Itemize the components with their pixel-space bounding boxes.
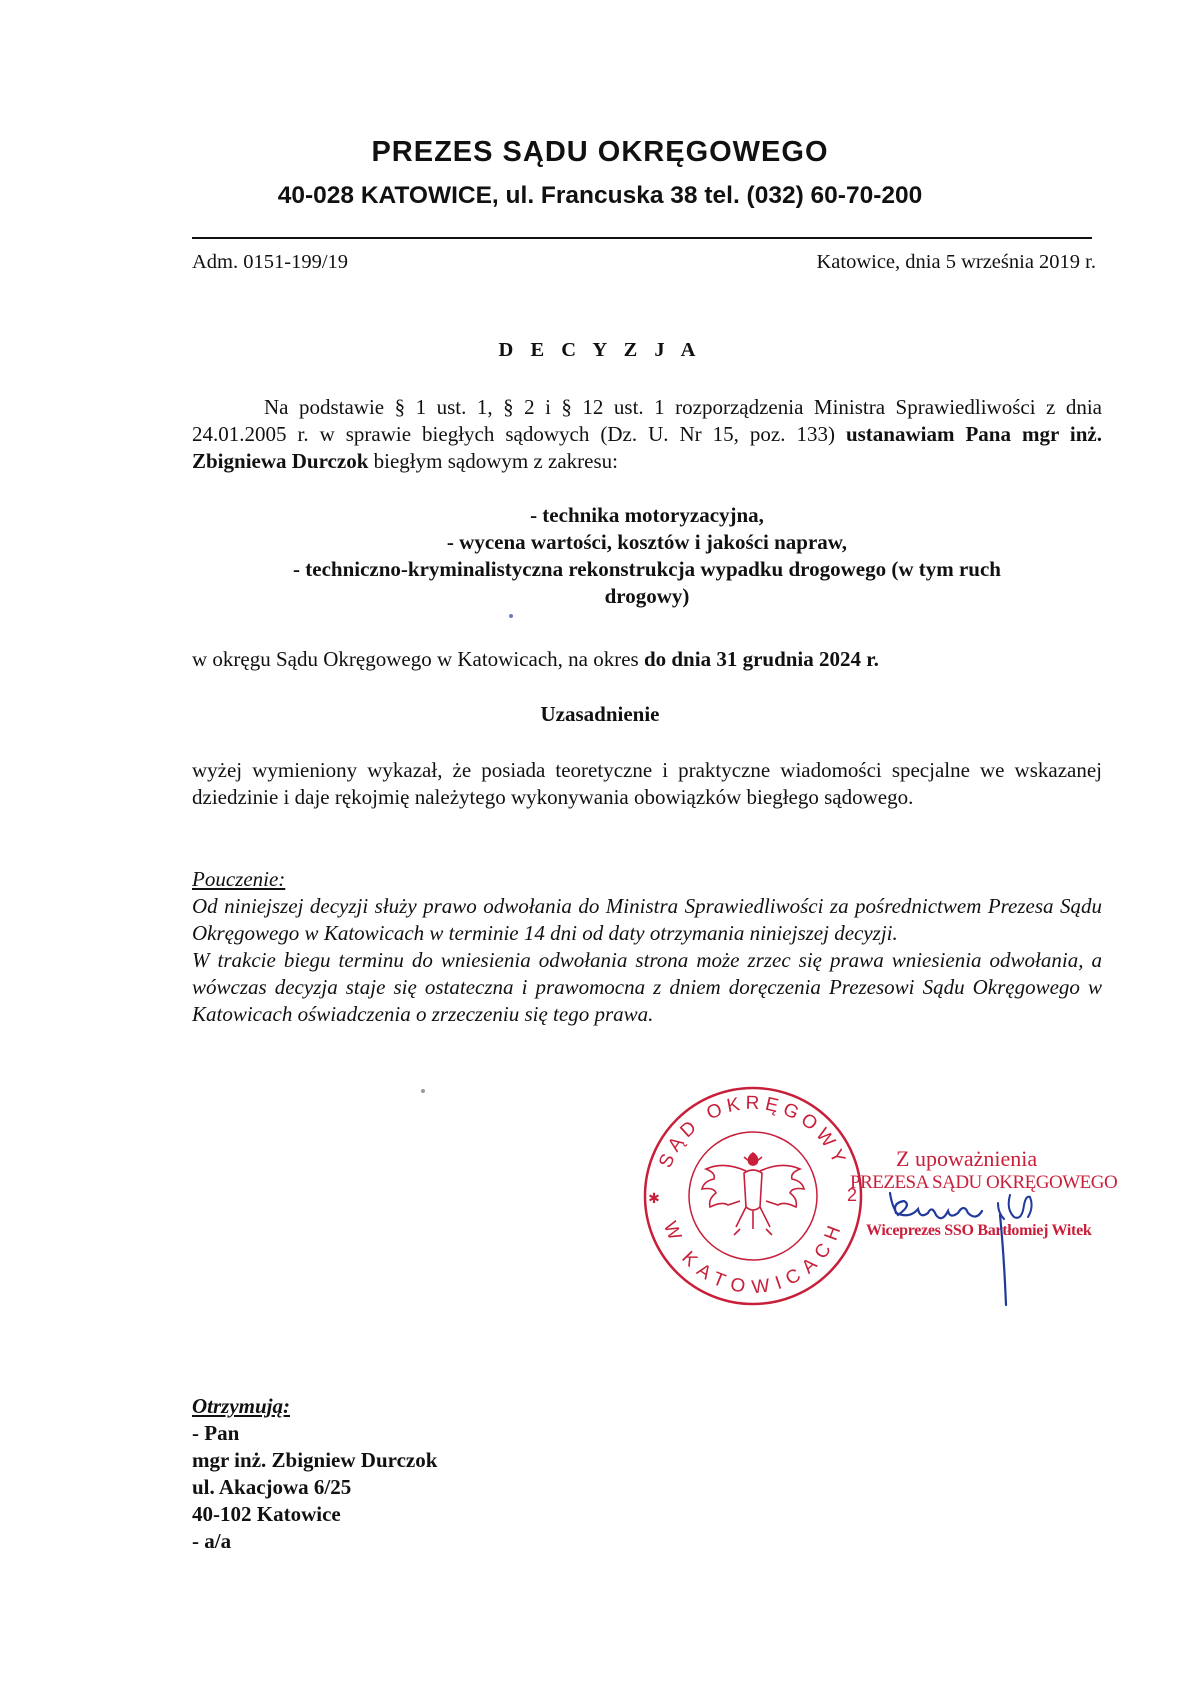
recipient-line: mgr inż. Zbigniew Durczok bbox=[192, 1448, 438, 1472]
scope-list bbox=[192, 502, 1102, 610]
decision-title: D E C Y Z J A bbox=[498, 339, 702, 361]
authorization-line-1: Z upoważnienia bbox=[896, 1146, 1038, 1171]
svg-text:W KATOWICACH bbox=[659, 1219, 847, 1299]
decision-basis-tail: biegłym sądowym z zakresu: bbox=[368, 449, 618, 473]
recipient-line: - Pan bbox=[192, 1421, 240, 1445]
eagle-emblem-icon bbox=[702, 1153, 804, 1235]
place-date: Katowice, dnia 5 września 2019 r. bbox=[816, 251, 1096, 273]
authorization-signatory: Wiceprezes SSO Bartłomiej Witek bbox=[866, 1222, 1092, 1239]
instruction-paragraph-1: Od niniejszej decyzji służy prawo odwołania do Ministra Sprawiedliwości za pośrednictwem Prezesa Sądu Okręgowego w Katowicach w terminie 14 dni od daty otrzymania niniejszej decyzji. bbox=[192, 894, 1102, 945]
recipient-line: ul. Akacjowa 6/25 bbox=[192, 1475, 352, 1499]
instruction-block bbox=[192, 866, 1102, 1028]
scan-speck bbox=[509, 614, 513, 618]
stamp-number: 2 bbox=[846, 1185, 858, 1205]
recipients-heading: Otrzymują: bbox=[192, 1394, 291, 1418]
stamp-text-top: SĄD OKRĘGOWY bbox=[655, 1092, 851, 1172]
recipients-block bbox=[192, 1393, 437, 1555]
decision-basis-text: Na podstawie § 1 ust. 1, § 2 i § 12 ust. 1 rozporządzenia Ministra Sprawiedliwości z dnia 24.01.2005 r. w sprawie biegłych sądowych (Dz. U. Nr 15, poz. 133) bbox=[192, 395, 1102, 446]
scope-item: - techniczno-kryminalistyczna rekonstrukcja wypadku drogowego (w tym ruch drogowy) bbox=[293, 557, 1001, 608]
header-divider bbox=[192, 237, 1092, 239]
court-seal-stamp bbox=[640, 1083, 866, 1309]
instruction-paragraph-2: W trakcie biegu terminu do wniesienia odwołania strona może zrzec się prawa wniesienia odwołania, a wówczas decyzja staje się ostateczna i prawomocna z dniem doręczenia Prezesowi Sądu Okręgowego w Katowicach oświadczenia o zrzeczeniu się tego prawa. bbox=[192, 948, 1102, 1026]
decision-basis-bold: ustanawiam Pana mgr inż. Zbigniewa Durczok bbox=[192, 422, 1102, 473]
district-line bbox=[192, 646, 1102, 673]
recipient-line: 40-102 Katowice bbox=[192, 1502, 341, 1526]
scope-item: - wycena wartości, kosztów i jakości napraw, bbox=[446, 530, 848, 554]
authorization-line-2: PREZESA SĄDU OKRĘGOWEGO bbox=[850, 1172, 1118, 1193]
recipient-line: - a/a bbox=[192, 1529, 232, 1553]
justification-text: wyżej wymieniony wykazał, że posiada teoretyczne i praktyczne wiadomości specjalne we wskazanej dziedzinie i daje rękojmię należytego wykonywania obowiązków biegłego sądowego. bbox=[192, 758, 1102, 809]
letterhead-address: 40-028 KATOWICE, ul. Francuska 38 tel. (032) 60-70-200 bbox=[277, 182, 923, 209]
reference-number: Adm. 0151-199/19 bbox=[192, 251, 349, 273]
handwritten-signature bbox=[880, 1185, 1080, 1315]
justification-heading: Uzasadnienie bbox=[540, 702, 660, 726]
scan-speck bbox=[421, 1089, 425, 1093]
scope-item: - technika motoryzacyjna, bbox=[530, 503, 764, 527]
stamp-text-bottom: W KATOWICACH bbox=[658, 1218, 847, 1299]
letterhead-title: PREZES SĄDU OKRĘGOWEGO bbox=[371, 136, 829, 168]
stamp-star-left: ✱ bbox=[648, 1192, 660, 1207]
decision-basis bbox=[192, 394, 1102, 475]
district-text: w okręgu Sądu Okręgowego w Katowicach, na okres bbox=[192, 647, 644, 671]
district-term: do dnia 31 grudnia 2024 r. bbox=[643, 647, 879, 671]
instruction-heading: Pouczenie: bbox=[192, 867, 286, 891]
